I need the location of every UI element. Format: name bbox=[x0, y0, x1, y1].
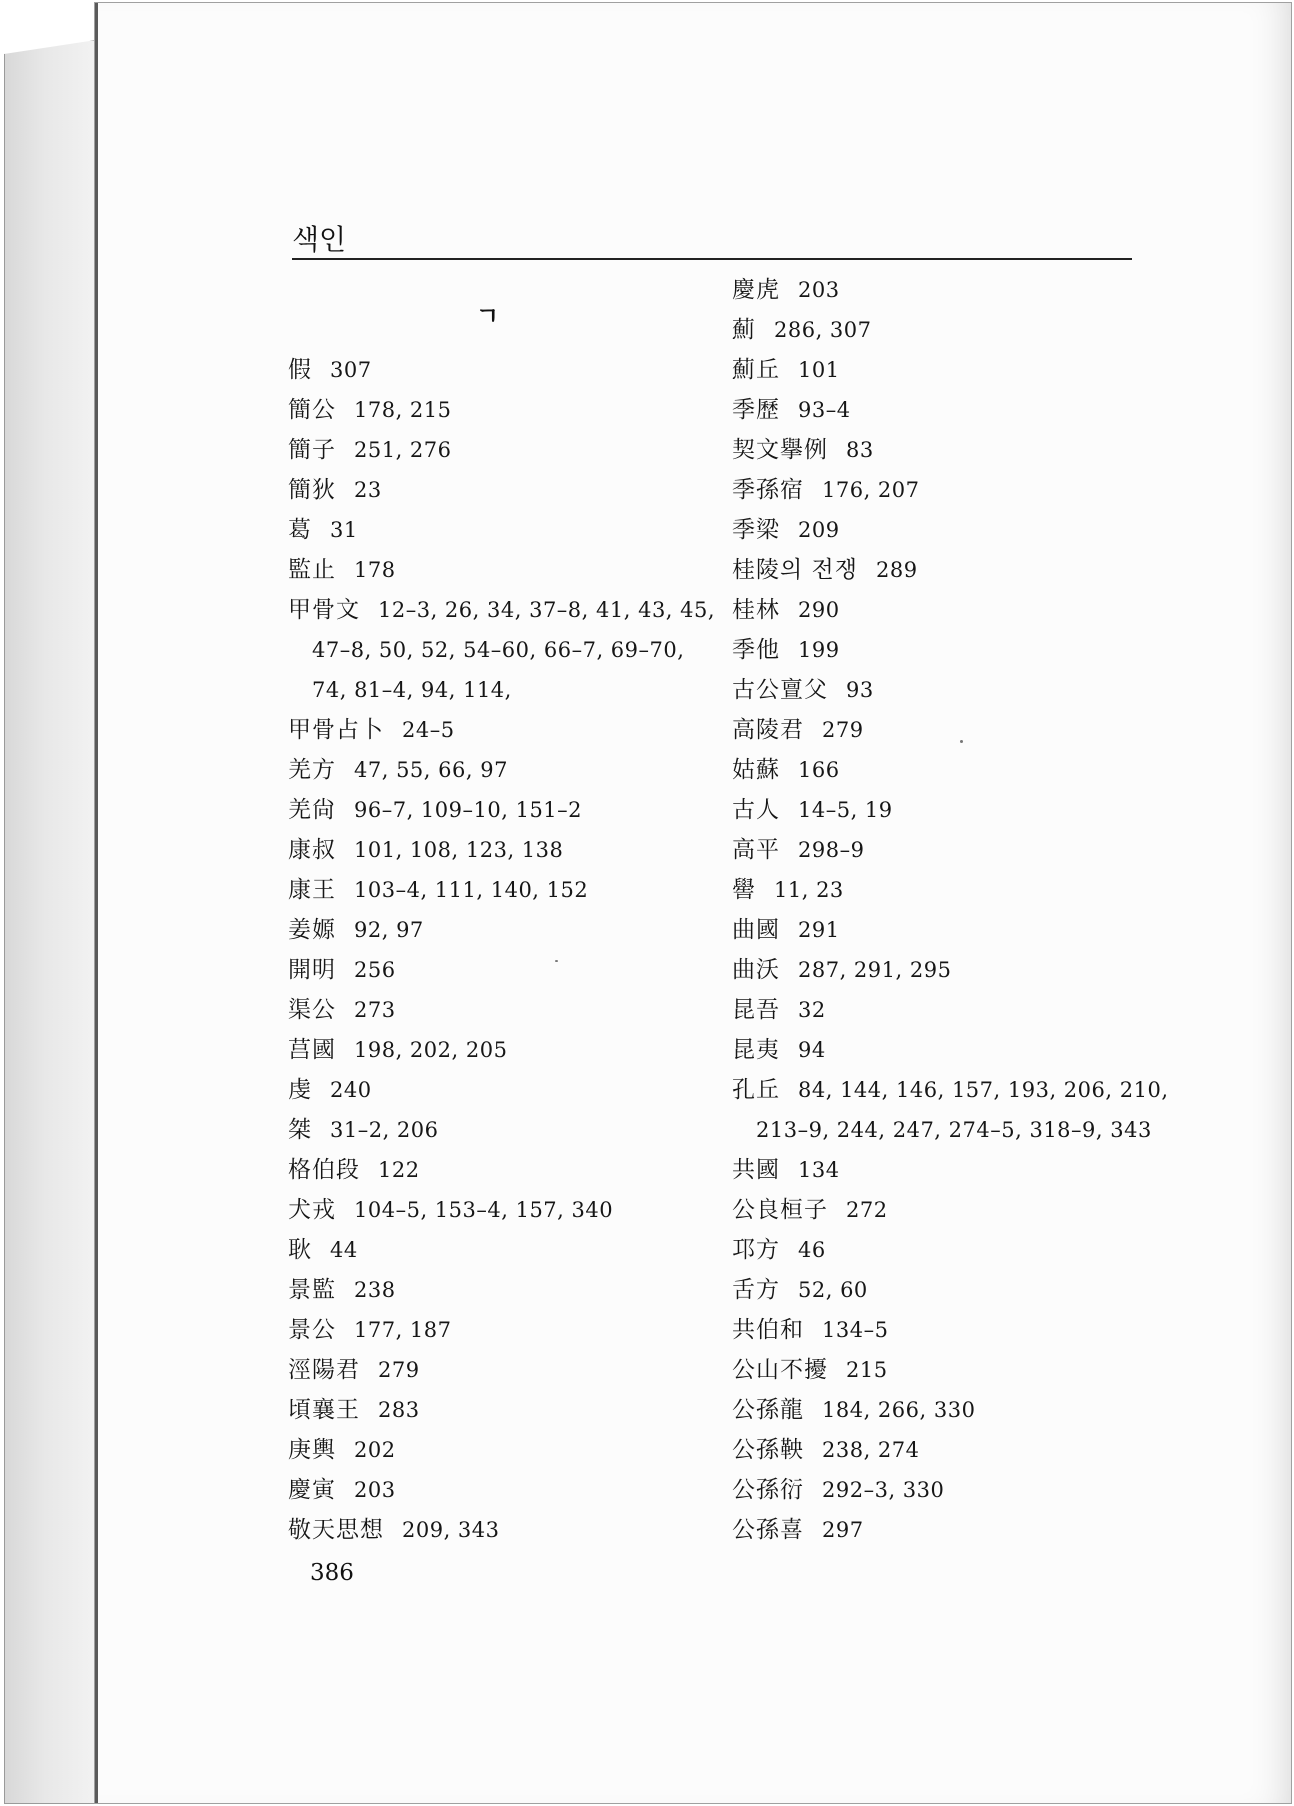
section-letter: ㄱ bbox=[476, 302, 500, 330]
index-entry bbox=[732, 510, 1172, 550]
index-pages: 203 bbox=[798, 278, 840, 302]
index-entry bbox=[732, 830, 1172, 870]
index-pages: 202 bbox=[354, 1438, 396, 1462]
index-term: 耿 bbox=[288, 1237, 312, 1263]
index-pages: 84, 144, 146, 157, 193, 206, 210, bbox=[798, 1078, 1169, 1102]
index-pages: 14–5, 19 bbox=[798, 798, 893, 822]
index-column-right bbox=[732, 270, 1172, 1550]
index-entry bbox=[732, 430, 1172, 470]
index-term: 契文擧例 bbox=[732, 437, 828, 463]
index-term: 桀 bbox=[288, 1117, 312, 1143]
index-pages: 122 bbox=[378, 1158, 420, 1182]
index-pages: 44 bbox=[330, 1238, 358, 1262]
index-entry bbox=[288, 1190, 728, 1230]
index-term: 公山不擾 bbox=[732, 1357, 828, 1383]
index-entry bbox=[288, 950, 728, 990]
index-term: 犬戎 bbox=[288, 1197, 336, 1223]
index-entry bbox=[288, 590, 728, 630]
index-term: 昆吾 bbox=[732, 997, 780, 1023]
index-pages: 256 bbox=[354, 958, 396, 982]
index-pages: 198, 202, 205 bbox=[354, 1038, 508, 1062]
index-term: 桂陵의 전쟁 bbox=[732, 557, 858, 583]
index-pages: 104–5, 153–4, 157, 340 bbox=[354, 1198, 614, 1222]
index-pages: 283 bbox=[378, 1398, 420, 1422]
index-entry bbox=[732, 710, 1172, 750]
index-entry bbox=[732, 1150, 1172, 1190]
index-term: 高平 bbox=[732, 837, 780, 863]
index-entry bbox=[288, 830, 728, 870]
index-pages: 251, 276 bbox=[354, 438, 452, 462]
index-entry bbox=[288, 1070, 728, 1110]
index-term: 昆夷 bbox=[732, 1037, 780, 1063]
index-pages: 199 bbox=[798, 638, 840, 662]
index-entry bbox=[732, 670, 1172, 710]
index-term: 公良桓子 bbox=[732, 1197, 828, 1223]
index-entry bbox=[732, 1510, 1172, 1550]
index-term: 古公亶父 bbox=[732, 677, 828, 703]
index-pages: 93–4 bbox=[798, 398, 851, 422]
index-pages: 238 bbox=[354, 1278, 396, 1302]
page-number: 386 bbox=[310, 1560, 354, 1586]
index-term: 開明 bbox=[288, 957, 336, 983]
index-term: 渠公 bbox=[288, 997, 336, 1023]
index-pages: 289 bbox=[875, 558, 918, 582]
index-pages: 178, 215 bbox=[354, 398, 452, 422]
index-term: 慶虎 bbox=[732, 277, 780, 303]
index-pages: 46 bbox=[798, 1238, 826, 1262]
index-pages: 47–8, 50, 52, 54–60, 66–7, 69–70, bbox=[312, 638, 685, 662]
index-pages: 134–5 bbox=[822, 1318, 889, 1342]
index-term: 薊丘 bbox=[732, 357, 780, 383]
index-entry bbox=[732, 1270, 1172, 1310]
index-pages: 290 bbox=[798, 598, 840, 622]
index-entry bbox=[732, 990, 1172, 1030]
index-pages: 94 bbox=[798, 1038, 826, 1062]
index-term: 季孫宿 bbox=[732, 477, 804, 503]
index-entry bbox=[288, 1110, 728, 1150]
index-term: 薊 bbox=[732, 317, 756, 343]
index-pages: 93 bbox=[846, 678, 874, 702]
index-term: 景監 bbox=[288, 1277, 336, 1303]
index-pages: 297 bbox=[822, 1518, 864, 1542]
index-pages: 279 bbox=[378, 1358, 420, 1382]
index-pages: 184, 266, 330 bbox=[822, 1398, 976, 1422]
index-pages: 11, 23 bbox=[774, 878, 844, 902]
index-term: 簡子 bbox=[288, 437, 336, 463]
index-pages: 298–9 bbox=[798, 838, 865, 862]
index-pages: 74, 81–4, 94, 114, bbox=[312, 678, 512, 702]
index-entry bbox=[288, 790, 728, 830]
index-pages: 286, 307 bbox=[774, 318, 872, 342]
index-pages: 32 bbox=[798, 998, 826, 1022]
index-pages: 307 bbox=[330, 358, 372, 382]
index-entry bbox=[288, 1390, 728, 1430]
index-pages: 238, 274 bbox=[822, 1438, 920, 1462]
index-entry bbox=[732, 1310, 1172, 1350]
index-pages: 12–3, 26, 34, 37–8, 41, 43, 45, bbox=[378, 598, 716, 622]
index-entry bbox=[732, 870, 1172, 910]
index-term: 景公 bbox=[288, 1317, 336, 1343]
index-term: 監止 bbox=[288, 557, 336, 583]
index-pages: 166 bbox=[798, 758, 840, 782]
index-entry bbox=[732, 910, 1172, 950]
index-term: 庚輿 bbox=[288, 1437, 336, 1463]
index-entry bbox=[288, 710, 728, 750]
heading-rule bbox=[292, 258, 1132, 260]
index-entry bbox=[732, 1230, 1172, 1270]
index-term: 簡公 bbox=[288, 397, 336, 423]
index-term: 涇陽君 bbox=[288, 1357, 360, 1383]
index-entry bbox=[732, 1390, 1172, 1430]
index-entry bbox=[732, 390, 1172, 430]
index-term: 葛 bbox=[288, 517, 312, 543]
index-entry bbox=[288, 990, 728, 1030]
index-term: 公孫喜 bbox=[732, 1517, 804, 1543]
index-term: 季歷 bbox=[732, 397, 780, 423]
index-term: 康王 bbox=[288, 877, 336, 903]
index-entry bbox=[732, 270, 1172, 310]
index-term: 舌方 bbox=[732, 1277, 780, 1303]
index-entry bbox=[732, 950, 1172, 990]
index-entry bbox=[288, 470, 728, 510]
index-entry bbox=[288, 1510, 728, 1550]
index-column-left bbox=[288, 350, 728, 1550]
index-entry bbox=[288, 550, 728, 590]
index-term: 邛方 bbox=[732, 1237, 780, 1263]
index-entry bbox=[732, 1070, 1172, 1110]
index-pages: 96–7, 109–10, 151–2 bbox=[354, 798, 583, 822]
index-pages: 209, 343 bbox=[402, 1518, 500, 1542]
index-entry bbox=[732, 1430, 1172, 1470]
index-term: 莒國 bbox=[288, 1037, 336, 1063]
index-pages: 101, 108, 123, 138 bbox=[354, 838, 564, 862]
index-entry bbox=[288, 750, 728, 790]
index-term: 姑蘇 bbox=[732, 757, 780, 783]
index-term: 共伯和 bbox=[732, 1317, 804, 1343]
index-heading: 색인 bbox=[292, 223, 347, 256]
index-term: 甲骨占卜 bbox=[288, 717, 384, 743]
index-pages: 103–4, 111, 140, 152 bbox=[354, 878, 589, 902]
index-term: 頃襄王 bbox=[288, 1397, 360, 1423]
index-term: 公孫鞅 bbox=[732, 1437, 804, 1463]
index-entry bbox=[732, 750, 1172, 790]
index-term: 曲國 bbox=[732, 917, 780, 943]
index-term: 曲沃 bbox=[732, 957, 780, 983]
index-term: 季他 bbox=[732, 637, 780, 663]
index-pages: 272 bbox=[846, 1198, 888, 1222]
index-entry bbox=[288, 1430, 728, 1470]
index-entry bbox=[288, 870, 728, 910]
index-entry bbox=[288, 1350, 728, 1390]
print-speck bbox=[960, 740, 963, 743]
index-entry bbox=[732, 310, 1172, 350]
index-pages: 203 bbox=[354, 1478, 396, 1502]
index-pages: 101 bbox=[798, 358, 840, 382]
index-pages: 240 bbox=[330, 1078, 372, 1102]
index-term: 簡狄 bbox=[288, 477, 336, 503]
index-term: 康叔 bbox=[288, 837, 336, 863]
index-pages: 83 bbox=[846, 438, 874, 462]
book-edge bbox=[4, 40, 96, 1804]
index-pages: 24–5 bbox=[402, 718, 455, 742]
index-entry bbox=[288, 350, 728, 390]
index-entry bbox=[732, 1350, 1172, 1390]
index-term: 格伯段 bbox=[288, 1157, 360, 1183]
index-entry bbox=[288, 1270, 728, 1310]
index-term: 共國 bbox=[732, 1157, 780, 1183]
index-term: 高陵君 bbox=[732, 717, 804, 743]
index-entry bbox=[288, 510, 728, 550]
index-term: 虔 bbox=[288, 1077, 312, 1103]
index-entry bbox=[288, 1310, 728, 1350]
index-entry bbox=[732, 1030, 1172, 1070]
index-entry bbox=[732, 550, 1172, 590]
index-pages: 292–3, 330 bbox=[822, 1478, 945, 1502]
index-pages: 47, 55, 66, 97 bbox=[354, 758, 508, 782]
index-entry bbox=[732, 1110, 1172, 1150]
index-term: 慶寅 bbox=[288, 1477, 336, 1503]
index-entry bbox=[288, 430, 728, 470]
index-term: 假 bbox=[288, 357, 312, 383]
index-pages: 134 bbox=[798, 1158, 840, 1182]
index-pages: 92, 97 bbox=[354, 918, 424, 942]
index-pages: 287, 291, 295 bbox=[798, 958, 952, 982]
index-pages: 177, 187 bbox=[354, 1318, 452, 1342]
index-term: 嚳 bbox=[732, 877, 756, 903]
index-entry bbox=[732, 790, 1172, 830]
index-term: 桂林 bbox=[732, 597, 780, 623]
index-entry bbox=[288, 1470, 728, 1510]
index-pages: 213–9, 244, 247, 274–5, 318–9, 343 bbox=[756, 1118, 1152, 1142]
index-entry bbox=[732, 350, 1172, 390]
index-entry bbox=[288, 1150, 728, 1190]
index-term: 羌方 bbox=[288, 757, 336, 783]
index-entry bbox=[732, 1190, 1172, 1230]
index-pages: 23 bbox=[354, 478, 382, 502]
index-term: 季梁 bbox=[732, 517, 780, 543]
index-entry bbox=[732, 1470, 1172, 1510]
index-entry bbox=[732, 470, 1172, 510]
index-term: 羌尙 bbox=[288, 797, 336, 823]
index-entry bbox=[288, 630, 728, 670]
index-entry bbox=[288, 670, 728, 710]
index-pages: 273 bbox=[354, 998, 396, 1022]
index-entry bbox=[288, 910, 728, 950]
index-pages: 31 bbox=[330, 518, 358, 542]
index-pages: 52, 60 bbox=[798, 1278, 868, 1302]
index-entry bbox=[288, 1030, 728, 1070]
index-term: 甲骨文 bbox=[288, 597, 360, 623]
index-term: 敬天思想 bbox=[288, 1517, 384, 1543]
index-term: 公孫衍 bbox=[732, 1477, 804, 1503]
index-pages: 209 bbox=[798, 518, 840, 542]
index-pages: 31–2, 206 bbox=[330, 1118, 439, 1142]
index-pages: 279 bbox=[822, 718, 864, 742]
index-entry bbox=[732, 590, 1172, 630]
index-pages: 291 bbox=[798, 918, 840, 942]
index-entry bbox=[288, 390, 728, 430]
index-pages: 178 bbox=[354, 558, 396, 582]
index-term: 公孫龍 bbox=[732, 1397, 804, 1423]
index-entry bbox=[732, 630, 1172, 670]
index-term: 姜嫄 bbox=[288, 917, 336, 943]
index-term: 孔丘 bbox=[732, 1077, 780, 1103]
index-term: 古人 bbox=[732, 797, 780, 823]
index-pages: 215 bbox=[846, 1358, 888, 1382]
index-pages: 176, 207 bbox=[822, 478, 920, 502]
print-speck bbox=[555, 960, 558, 962]
index-entry bbox=[288, 1230, 728, 1270]
